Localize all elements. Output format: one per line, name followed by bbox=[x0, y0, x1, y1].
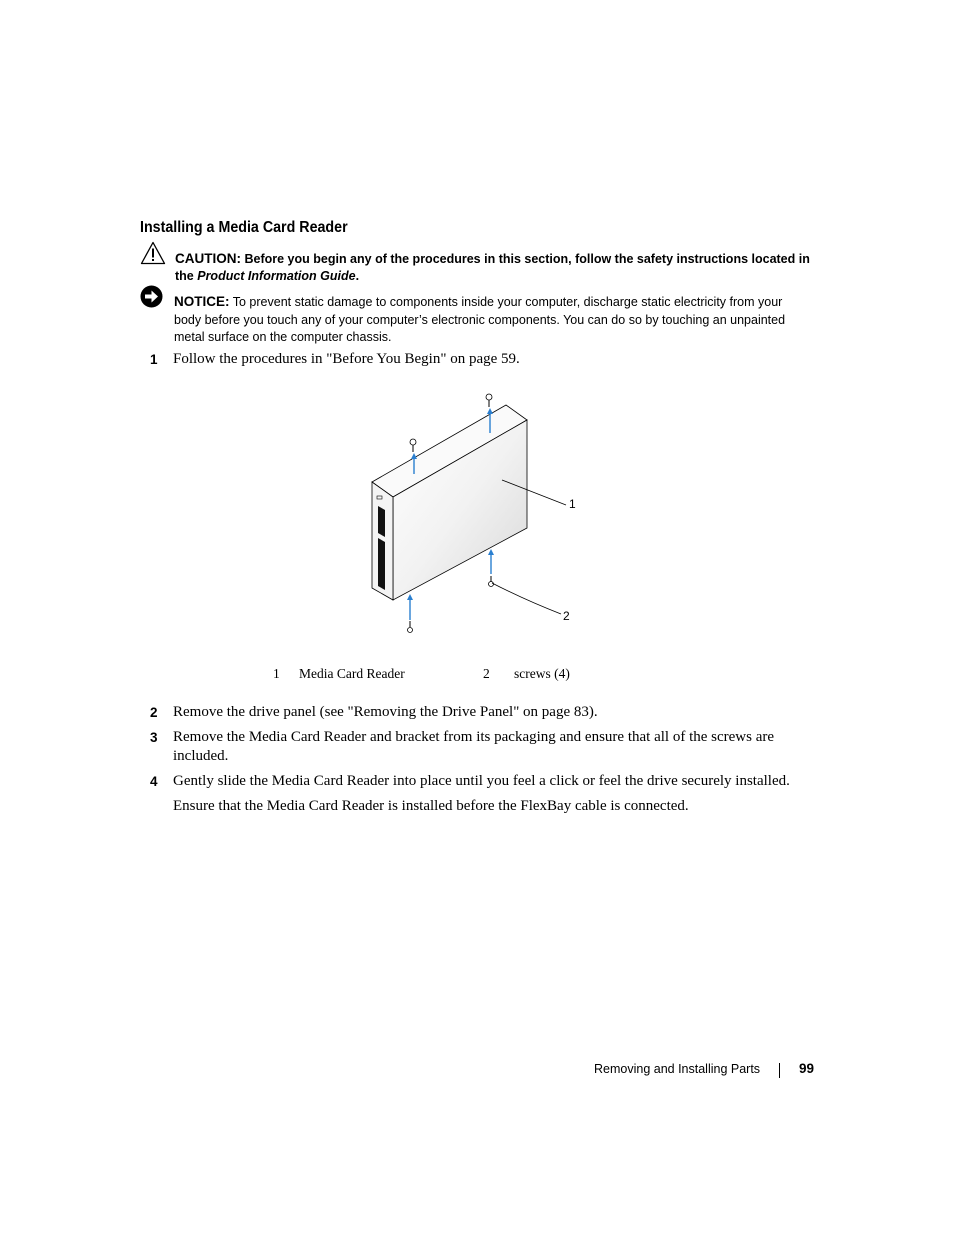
caution-label: CAUTION: bbox=[175, 251, 241, 266]
caution-text: Before you begin any of the procedures in this section, follow the safety instructions located in the bbox=[175, 252, 810, 283]
screw-bottom-right bbox=[488, 549, 494, 587]
legend-label-2: screws (4) bbox=[514, 666, 570, 681]
caution-period: . bbox=[355, 269, 360, 283]
caution-guide-reference: Product Information Guide bbox=[197, 269, 356, 283]
legend-label-1: Media Card Reader bbox=[299, 666, 405, 681]
legend-number-1: 1 bbox=[273, 666, 280, 681]
media-card-reader-illustration bbox=[360, 385, 590, 640]
notice-arrow-icon bbox=[140, 285, 163, 308]
notice-text: To prevent static damage to components inside your computer, discharge static electricity from your body before you touch any of your computer’s electronic components. You can do so by touching an unpainted metal surface on the computer chassis. bbox=[174, 295, 786, 344]
page-number: 99 bbox=[799, 1061, 815, 1076]
legend-number-2: 2 bbox=[483, 666, 490, 681]
step-3 bbox=[150, 728, 820, 768]
step-text: Follow the procedures in "Before You Begin" on page 59. bbox=[173, 351, 520, 367]
caution-block bbox=[175, 250, 815, 285]
warning-triangle-icon bbox=[140, 241, 166, 265]
screw-bottom-left bbox=[407, 594, 413, 633]
step-number: 2 bbox=[150, 705, 158, 720]
footer-section-name: Removing and Installing Parts bbox=[594, 1062, 761, 1076]
step-text: Remove the Media Card Reader and bracket from its packaging and ensure that all of the screws are included. bbox=[173, 729, 775, 764]
step-number: 1 bbox=[150, 352, 158, 367]
step-text: Remove the drive panel (see "Removing the Drive Panel" on page 83). bbox=[173, 704, 598, 720]
section-title: Installing a Media Card Reader bbox=[140, 219, 348, 236]
step-text: Gently slide the Media Card Reader into place until you feel a click or feel the drive securely installed. bbox=[173, 773, 790, 789]
step-1 bbox=[150, 350, 820, 370]
notice-label: NOTICE: bbox=[174, 294, 230, 309]
callout-1: 1 bbox=[569, 497, 576, 511]
footer-divider bbox=[779, 1063, 780, 1078]
step-4-note bbox=[150, 797, 820, 817]
step-4 bbox=[150, 772, 820, 792]
step-note-text: Ensure that the Media Card Reader is installed before the FlexBay cable is connected. bbox=[173, 798, 689, 814]
callout-2: 2 bbox=[563, 609, 570, 623]
notice-block bbox=[174, 293, 804, 347]
step-number: 3 bbox=[150, 730, 158, 745]
step-number: 4 bbox=[150, 774, 158, 789]
step-2 bbox=[150, 703, 820, 723]
